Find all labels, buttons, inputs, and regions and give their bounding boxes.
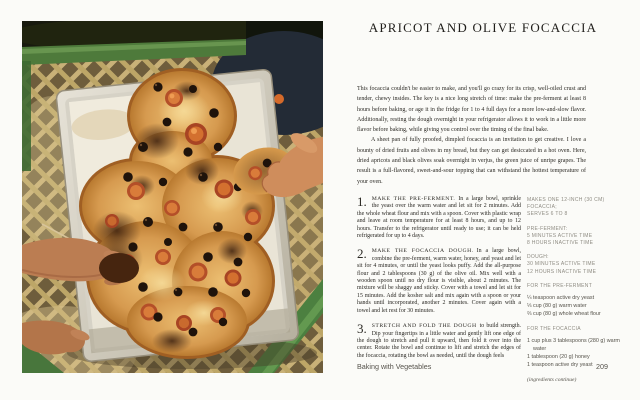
- recipe-title: APRICOT AND OLIVE FOCACCIA: [368, 20, 598, 35]
- ingredients-continue-note: (ingredients continue): [527, 377, 577, 384]
- step-3-body: to build strength. Dip your fingertips in a little water and gently lift one edge of the dough to stretch and pull it upward, then fold it over into the center. Rotate the bowl and continue to lift and stretch the edges of the focaccia, rotating the bowl as needed, until the dough feels: [357, 323, 521, 359]
- focaccia-ingredients-header: FOR THE FOCACCIA: [527, 326, 581, 333]
- ingredient: 1 tablespoon (20 g) honey: [527, 354, 590, 361]
- recipe-step-3: [357, 323, 521, 360]
- step-2-body: In a large bowl, combine the pre-ferment, warm water, honey, and yeast and let sit for 4 minutes, or until the yeast looks puffy. Add the all-purpose flour and 2 tablespoons (30 g) of the olive oil. Mix well with a wooden spoon until no dry flour is visible, about 2 minutes. The mixture will be shaggy and sticky. Cover with a towel and let sit for 15 minutes. Add the kosher salt and mix again with a spoon or your hands until incorporated, another 2 minutes. Cover again with a towel and let rest for 30 minutes.: [357, 248, 521, 314]
- intro-paragraph-2: A sheet pan of fully proofed, dimpled focaccia is an invitation to get creative. I love a bounty of dried fruits and olives in my bread, but they can get desiccated in a hot oven. Here, dried apricots and black olives soak overnight in verjus, the green juice of unripe grapes. The result is a full-flavored, sweet-and-sour topping that can withstand the hottest temperature of your oven.: [357, 137, 586, 185]
- page-number: 209: [596, 362, 608, 371]
- preferment-ingredients-header: FOR THE PRE-FERMENT: [527, 282, 593, 289]
- yield-info: MAKES ONE 12-INCH (30 CM) FOCACCIA; SERVES 6 TO 8: [527, 197, 605, 218]
- recipe-step-1: [357, 196, 521, 240]
- step-3-heading: STRETCH AND FOLD THE DOUGH: [371, 323, 477, 330]
- focaccia-photo: [22, 21, 323, 373]
- ingredient: ⅔ cup (80 g) whole wheat flour: [527, 311, 601, 318]
- recipe-sidebar: [527, 197, 627, 383]
- recipe-intro: [357, 84, 586, 187]
- step-1-body: In a large bowl, sprinkle the yeast over the warm water and let sit for 2 minutes. Add the whole wheat flour and mix with a spoon. Cover with plastic wrap and leave at room temperature for at least 8 hours, and up to 12 hours. Transfer to the refrigerator until ready to use; it can be held refrigerated for up to 4 days.: [357, 196, 521, 240]
- focaccia-photo-illustration: [22, 21, 323, 373]
- ingredient: ¼ teaspoon active dry yeast: [527, 295, 595, 302]
- recipe-steps: [357, 196, 521, 368]
- recipe-step-2: [357, 248, 521, 315]
- step-1-number: 1.: [357, 194, 367, 209]
- preferment-ingredients: [527, 294, 627, 318]
- step-3-number: 3.: [357, 321, 367, 337]
- ingredient: 1 teaspoon active dry yeast: [527, 362, 593, 369]
- step-2-heading: MAKE THE FOCACCIA DOUGH.: [371, 248, 474, 255]
- ingredient: ⅓ cup (80 g) warm water: [527, 303, 587, 310]
- dough-time-info: DOUGH: 30 MINUTES ACTIVE TIME 12 HOURS INACTIVE TIME: [527, 254, 597, 275]
- intro-paragraph-1: This focaccia couldn't be easier to make, and you'll go crazy for its crisp, well-oiled crust and tender, chewy insides. The key is a nice long stretch of time: make the pre-ferment at least 8 hours before baking, or age it in the fridge for 1 to 4 full days for a more low-and-slow flavor. Additionally, resting the dough overnight in your refrigerator allows it to work in a little more flavor before baking, while giving you control over the timing of the final bake.: [357, 86, 586, 134]
- chapter-footer: Baking with Vegetables: [357, 362, 432, 371]
- step-1-heading: MAKE THE PRE-FERMENT.: [371, 196, 456, 202]
- step-2-number: 2.: [357, 246, 367, 262]
- ingredient: 1 cup plus 3 tablespoons (280 g) warm water: [527, 338, 620, 353]
- preferment-time-info: PRE-FERMENT: 5 MINUTES ACTIVE TIME 8 HOURS INACTIVE TIME: [527, 225, 594, 247]
